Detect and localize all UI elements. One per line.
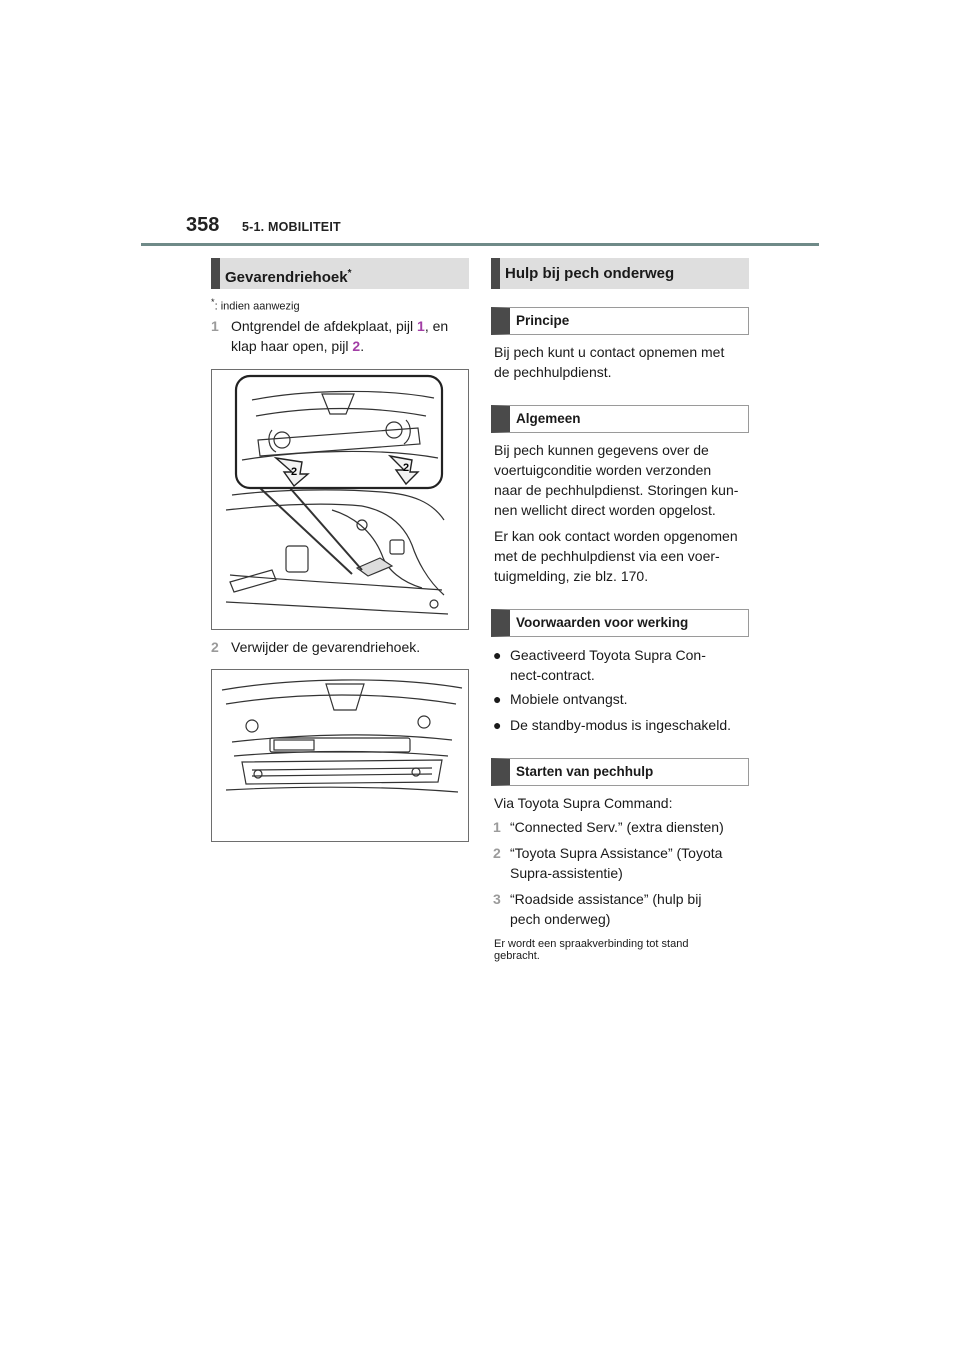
step-text-d: .: [360, 338, 365, 354]
figure-open-cover-drawing: [212, 370, 468, 629]
section-heading-gevarendriehoek: [211, 258, 469, 289]
section-heading-text: Hulp bij pech onderweg: [505, 265, 675, 282]
footnote: [211, 296, 300, 313]
para-line: Bij pech kunnen gegevens over de: [494, 442, 709, 458]
footnote-marker: *: [347, 268, 352, 279]
page-number: 358: [186, 214, 220, 236]
subheading-starten: [491, 758, 749, 786]
principe-paragraph: [494, 342, 754, 382]
bullet-dot-icon: ●: [493, 717, 502, 733]
note-line: Er wordt een spraakverbinding tot stand: [494, 938, 689, 950]
bullet-item: [493, 689, 755, 709]
section-heading-text: Gevarendriehoek: [225, 269, 348, 286]
step-text-a: Ontgrendel de afdekplaat, pijl: [231, 318, 418, 334]
bullet-line: Mobiele ontvangst.: [510, 691, 628, 707]
step-1: [211, 316, 473, 356]
figure-remove-triangle-drawing: [212, 670, 468, 841]
arrow-ref-2: 2: [352, 338, 361, 354]
step-text: “Connected Serv.” (extra diensten): [510, 819, 724, 835]
algemeen-paragraph-1: [494, 440, 756, 520]
step-line: “Roadside assistance” (hulp bij: [510, 891, 702, 907]
step-line: “Toyota Supra Assistance” (Toyota: [510, 845, 723, 861]
bullet-item: [493, 645, 755, 685]
para-line: Bij pech kunt u contact opnemen met: [494, 344, 725, 360]
header-rule: [141, 243, 819, 246]
bullet-dot-icon: ●: [493, 647, 502, 663]
step-number: 1: [493, 819, 501, 835]
step-number: 2: [493, 845, 501, 861]
para-line: met de pechhulpdienst via een voer-: [494, 548, 720, 564]
starten-step-2: [493, 843, 755, 883]
fig1-callout-2b: 2: [403, 462, 410, 474]
footnote-star: *: [211, 297, 215, 307]
step-line: pech onderweg): [510, 911, 611, 927]
subheading-algemeen: [491, 405, 749, 433]
bullet-line: nect-contract.: [510, 667, 595, 683]
step-number: 2: [211, 639, 219, 655]
starten-step-3: [493, 889, 755, 929]
fig1-callout-2a: 2: [291, 466, 298, 478]
step-text: [231, 316, 473, 356]
note-line: gebracht.: [494, 950, 540, 962]
subheading-voorwaarden: [491, 609, 749, 637]
subheading-text: Principe: [516, 313, 570, 328]
starten-step-1: [493, 817, 755, 837]
para-line: voertuigconditie worden verzonden: [494, 462, 712, 478]
para-line: Er kan ook contact worden opgenomen: [494, 528, 738, 544]
subheading-text: Voorwaarden voor werking: [516, 615, 689, 630]
para-line: de pechhulpdienst.: [494, 364, 612, 380]
step-text-c: klap haar open, pijl: [231, 338, 353, 354]
step-2: [211, 637, 473, 657]
bullet-line: Geactiveerd Toyota Supra Con-: [510, 647, 706, 663]
figure-open-cover: [211, 369, 469, 630]
footnote-text: : indien aanwezig: [214, 300, 300, 313]
step-line: Supra-assistentie): [510, 865, 623, 881]
arrow-ref-1: 1: [417, 318, 425, 334]
para-line: tuigmelding, zie blz. 170.: [494, 568, 649, 584]
subheading-principe: [491, 307, 749, 335]
step-number: 3: [493, 891, 501, 907]
figure-remove-triangle: [211, 669, 469, 842]
step-text: Verwijder de gevarendriehoek.: [231, 639, 421, 655]
step-number: 1: [211, 318, 219, 334]
subheading-text: Starten van pechhulp: [516, 764, 654, 779]
algemeen-paragraph-2: [494, 526, 756, 586]
chapter-title: 5-1. MOBILITEIT: [242, 220, 341, 234]
bullet-line: De standby-modus is ingeschakeld.: [510, 717, 732, 733]
bullet-dot-icon: ●: [493, 691, 502, 707]
section-heading-pechhulp: [491, 258, 749, 289]
subheading-text: Algemeen: [516, 411, 581, 426]
bullet-item: [493, 715, 755, 735]
starten-intro: Via Toyota Supra Command:: [494, 795, 673, 811]
step-text-b: , en: [424, 318, 449, 334]
starten-note: [494, 938, 756, 962]
para-line: nen wellicht direct worden opgelost.: [494, 502, 716, 518]
para-line: naar de pechhulpdienst. Storingen kun-: [494, 482, 739, 498]
